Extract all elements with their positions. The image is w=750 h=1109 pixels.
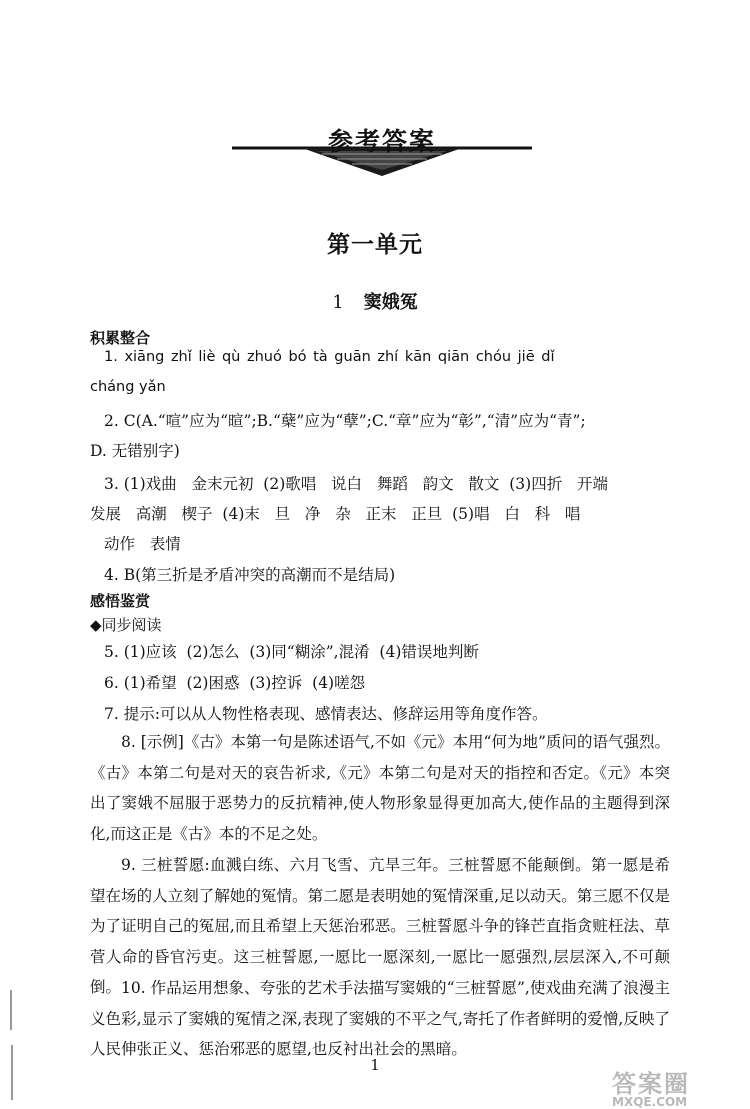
answer-3-line-1: 3. (1)戏曲 金末元初 (2)歌唱 说白 舞蹈 韵文 散文 (3)四折 开端	[104, 475, 608, 493]
answer-10: 10. 作品运用想象、夸张的艺术手法描写窦娥的“三桩誓愿”,使戏曲充满了浪漫主义色彩,显示了窦娥的冤情之深,表现了窦娥的不平之气,寄托了作者鲜明的爱憎,反映了人民伸张正义、惩治邪恶的愿望,也反衬出社会的黑暗。	[90, 979, 670, 1059]
answer-2-line-1: 2. C(A.“喧”应为“暄”;B.“蘖”应为“孽”;C.“章”应为“彰”,“清”应为“青”;	[104, 412, 586, 430]
section-heading-accumulation: 积累整合	[90, 329, 151, 347]
lesson-name: 窦娥冤	[363, 292, 418, 313]
answer-1-line-1: 1. xiāng zhǐ liè qù zhuó bó tà guān zhí kān qiān chóu jiē dǐ	[104, 349, 555, 365]
watermark-logo	[612, 1064, 747, 1109]
answer-5: 5. (1)应该 (2)怎么 (3)同“糊涂”,混淆 (4)错误地判断	[104, 643, 479, 661]
scan-margin-marks	[10, 990, 14, 1100]
lesson-number: 1	[332, 292, 344, 313]
answer-6: 6. (1)希望 (2)困惑 (3)控诉 (4)嗟怨	[104, 674, 366, 692]
banner-title: 参考答案	[327, 127, 436, 156]
answer-8: 8. [示例]《古》本第一句是陈述语气,不如《元》本用“何为地”质问的语气强烈。《古》本第二句是对天的哀告祈求,《元》本第二句是对天的指控和否定。《元》本突出了窦娥不屈服于恶势力的反抗精神,使人物形象显得更加高大,使作品的主题得到深化,而这正是《古》本的不足之处。	[90, 733, 670, 843]
section-heading-appreciation: 感悟鉴赏	[90, 592, 151, 610]
answer-3-line-2: 发展 高潮 楔子 (4)末 旦 净 杂 正末 正旦 (5)唱 白 科 唱	[90, 505, 581, 523]
answer-3-line-3: 动作 表情	[104, 535, 181, 553]
lesson-title	[0, 288, 750, 314]
unit-title: 第一单元	[327, 232, 423, 258]
page-number: 1	[370, 1056, 380, 1074]
watermark-top-text: 答案圈	[612, 1070, 690, 1098]
answer-4: 4. B(第三折是矛盾冲突的高潮而不是结局)	[104, 566, 396, 584]
answer-banner	[232, 118, 532, 180]
answer-1-line-2: cháng yǎn	[90, 379, 166, 395]
sync-reading-label: ◆同步阅读	[90, 616, 162, 634]
answer-2-line-2: D. 无错别字)	[90, 442, 180, 460]
answer-9: 9. 三桩誓愿:血溅白练、六月飞雪、亢旱三年。三桩誓愿不能颠倒。第一愿是希望在场的人立刻了解她的冤情。第二愿是表明她的冤情深重,足以动天。第三愿不仅是为了证明自己的冤屈,而且希望上天惩治邪恶。三桩誓愿斗争的锋芒直指贪赃枉法、草菅人命的昏官污吏。这三桩誓愿,一愿比一愿深刻,一愿比一愿强烈,层层深入,不可颠倒。	[90, 856, 670, 997]
answer-7: 7. 提示:可以从人物性格表现、感情表达、修辞运用等角度作答。	[104, 705, 548, 723]
watermark-bottom-text: MXQE.COM	[612, 1095, 688, 1109]
